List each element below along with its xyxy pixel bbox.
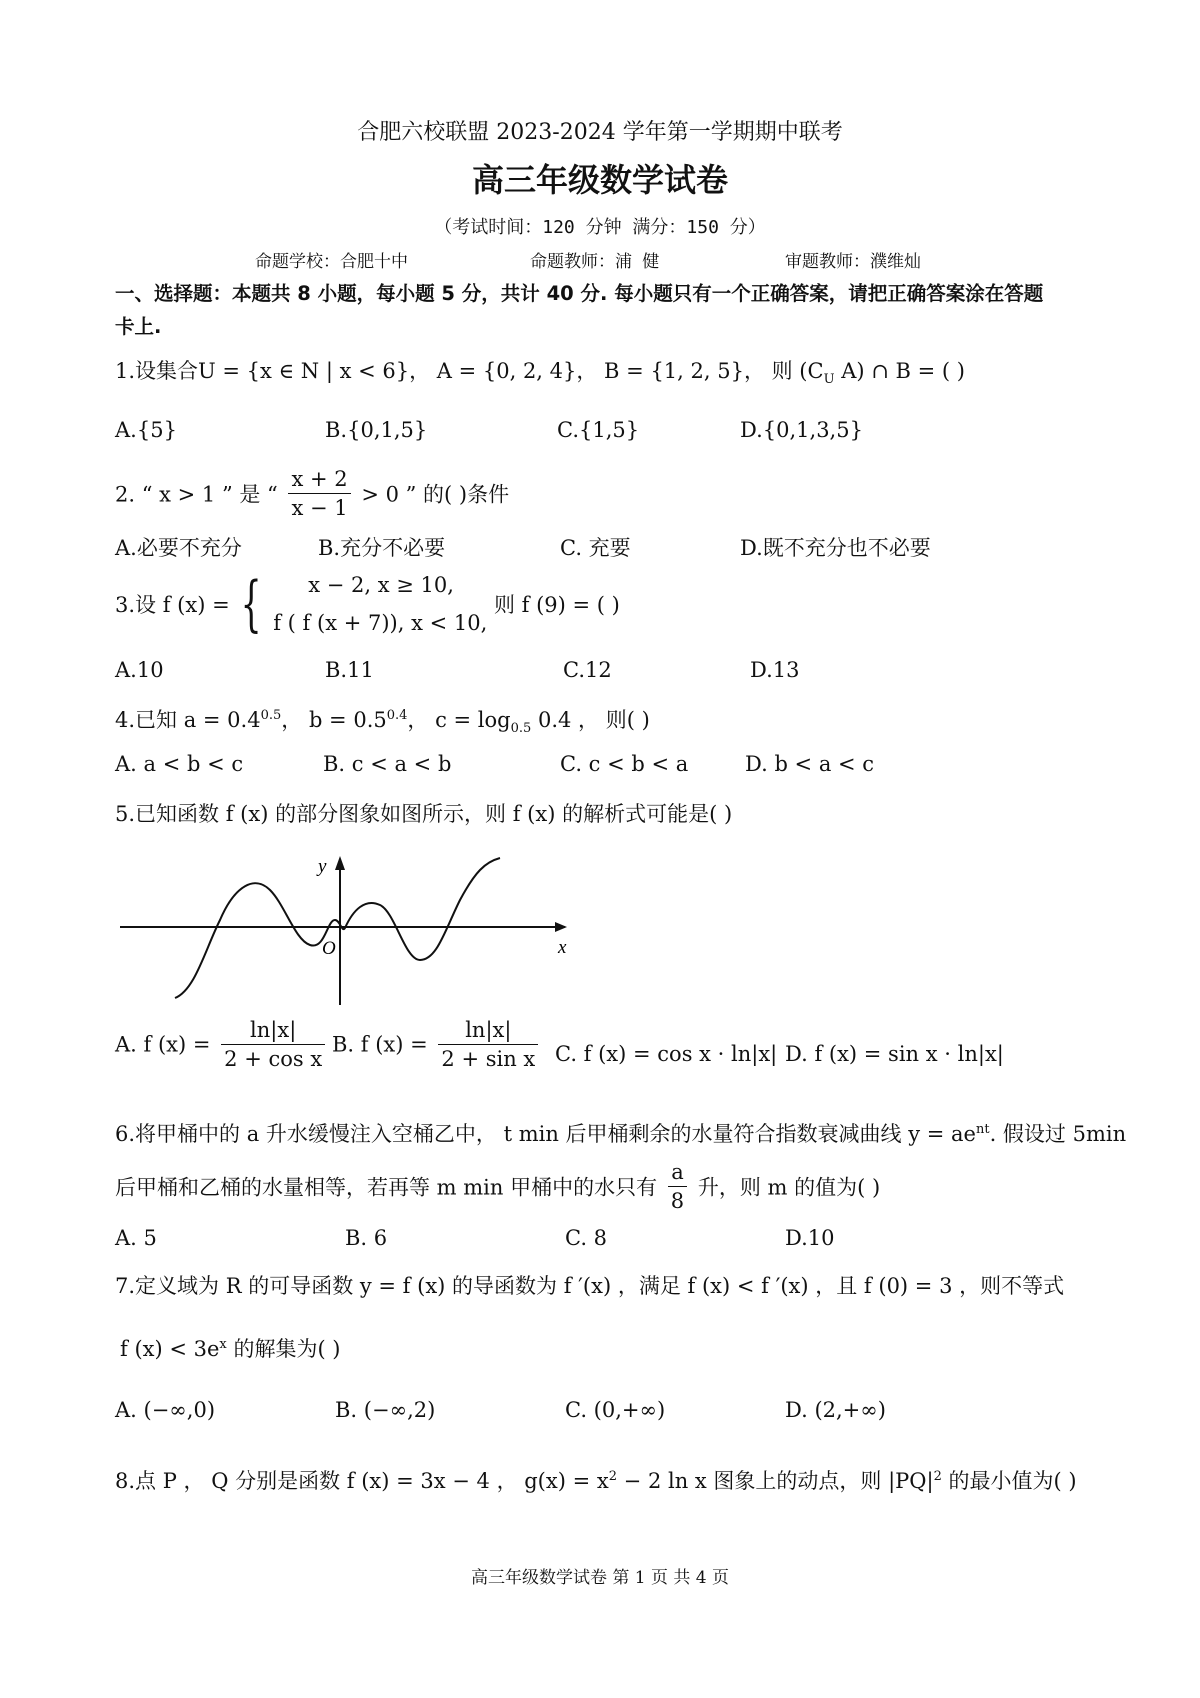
q5-option-b-den: 2 + sin x <box>441 1047 536 1071</box>
q2-prefix: 2. “ x > 1 ” 是 “ <box>115 482 278 507</box>
school-line: 合肥六校联盟 2023-2024 学年第一学期期中联考 <box>357 120 843 145</box>
q2-option-c[interactable]: C. 充要 <box>560 536 631 560</box>
q3-cases <box>273 566 487 642</box>
q2-frac-num: x + 2 <box>288 467 350 494</box>
q7-option-a[interactable]: A. (−∞,0) <box>115 1398 216 1422</box>
question-1 <box>115 355 965 387</box>
q4-sub-c: 0.5 <box>510 721 532 737</box>
y-axis-label: y <box>318 856 327 877</box>
q8-text-c: 的最小值为( ) <box>941 1469 1077 1493</box>
exam-info: （考试时间：120 分钟 满分：150 分） <box>434 217 766 238</box>
q4-exp-b: 0.4 <box>386 708 408 723</box>
question-6-line2 <box>115 1160 880 1213</box>
q5-option-b[interactable] <box>332 1018 542 1071</box>
q5-option-a-label: A. f (x) = <box>115 1032 211 1057</box>
q5-option-b-label: B. f (x) = <box>332 1032 428 1057</box>
question-7-line1: 7.定义域为 R 的可导函数 y = f (x) 的导函数为 f ′(x) ，满足 f (x) < f ′(x) ，且 f (0) = 3 ，则不等式 <box>115 1274 1065 1298</box>
q6-option-a[interactable]: A. 5 <box>115 1226 157 1250</box>
section-heading-line1: 一、选择题：本题共 8 小题，每小题 5 分，共计 40 分. 每小题只有一个正确答案，请把正确答案涂在答题 <box>115 282 1044 305</box>
page-footer: 高三年级数学试卷 第 1 页 共 4 页 <box>470 1568 730 1588</box>
question-3 <box>115 566 620 642</box>
q4-text-d: 0.4 ， 则( ) <box>531 708 650 732</box>
q3-prefix: 3.设 f (x) = <box>115 593 230 617</box>
q3-brace: { <box>240 569 262 639</box>
q4-text-c: ， c = log <box>407 708 511 732</box>
q5-option-a-fraction <box>221 1018 325 1071</box>
reviewer: 审题教师：濮维灿 <box>785 252 921 272</box>
q1-option-d[interactable]: D.{0,1,3,5} <box>740 418 863 442</box>
question-4 <box>115 704 650 736</box>
q5-graph <box>115 850 575 1010</box>
q7-option-b[interactable]: B. (−∞,2) <box>335 1398 436 1422</box>
q6-line2-b: 升，则 m 的值为( ) <box>697 1175 881 1200</box>
q3-option-d[interactable]: D.13 <box>750 658 800 682</box>
q1-option-a[interactable]: A.{5} <box>115 418 177 442</box>
page-title: 高三年级数学试卷 <box>471 161 728 199</box>
q6-line1-b: . 假设过 5min <box>989 1122 1127 1146</box>
q4-exp-a: 0.5 <box>260 708 282 723</box>
q2-suffix: > 0 ” 的( )条件 <box>361 482 510 507</box>
q3-option-a[interactable]: A.10 <box>115 658 164 682</box>
q3-option-b[interactable]: B.11 <box>325 658 374 682</box>
q6-line1-exp: nt <box>975 1122 990 1137</box>
q7-line2-a: f (x) < 3e <box>120 1337 220 1361</box>
q3-option-c[interactable]: C.12 <box>563 658 612 682</box>
q8-text-a: 8.点 P ， Q 分别是函数 f (x) = 3x − 4 ， g(x) = x <box>115 1469 609 1493</box>
proposer-teacher: 命题教师：浦 健 <box>530 252 660 272</box>
q5-option-a-num: ln|x| <box>221 1018 325 1045</box>
q4-option-a[interactable]: A. a < b < c <box>115 752 244 776</box>
proposer-school: 命题学校：合肥十中 <box>255 252 408 272</box>
q6-frac-den: 8 <box>670 1189 685 1213</box>
q3-case-1: x − 2, x ≥ 10, <box>308 573 454 597</box>
q2-option-b[interactable]: B.充分不必要 <box>318 536 446 560</box>
question-7-line2 <box>120 1333 341 1363</box>
q1-sub-u: U <box>823 372 835 388</box>
q8-exp: 2 <box>608 1469 617 1484</box>
q1-tail: A) ∩ B = ( ) <box>834 359 965 383</box>
question-2 <box>115 467 509 520</box>
q7-option-d[interactable]: D. (2,+∞) <box>785 1398 886 1422</box>
q8-text-b: − 2 ln x 图象上的动点，则 |PQ| <box>617 1469 934 1493</box>
x-axis-arrow <box>555 922 567 932</box>
q6-line1-a: 6.将甲桶中的 a 升水缓慢注入空桶乙中， t min 后甲桶剩余的水量符合指数衰减曲线 y = ae <box>115 1122 976 1146</box>
q4-text-b: ， b = 0.5 <box>281 708 387 732</box>
q6-option-b[interactable]: B. 6 <box>345 1226 388 1250</box>
question-5: 5.已知函数 f (x) 的部分图象如图所示，则 f (x) 的解析式可能是( ) <box>115 802 733 826</box>
q3-suffix: 则 f (9) = ( ) <box>493 593 620 617</box>
q2-option-a[interactable]: A.必要不充分 <box>115 536 242 560</box>
q4-option-d[interactable]: D. b < a < c <box>745 752 875 776</box>
q5-option-c[interactable]: C. f (x) = cos x · ln|x| <box>555 1042 778 1066</box>
q1-option-c[interactable]: C.{1,5} <box>557 418 640 442</box>
q4-option-b[interactable]: B. c < a < b <box>323 752 452 776</box>
q5-option-b-num: ln|x| <box>438 1018 538 1045</box>
y-axis-arrow <box>335 856 345 870</box>
section-heading-line2: 卡上. <box>115 315 162 338</box>
q6-option-d[interactable]: D.10 <box>785 1226 835 1250</box>
question-6-line1 <box>115 1118 1126 1148</box>
origin-label: O <box>322 938 336 959</box>
q1-option-b[interactable]: B.{0,1,5} <box>325 418 428 442</box>
q2-frac-den: x − 1 <box>291 496 348 520</box>
q7-line2-b: 的解集为( ) <box>226 1337 341 1361</box>
q1-text: 1.设集合U = {x ∈ N | x < 6}， A = {0, 2, 4}， B = {1, 2, 5}， 则 (C <box>115 359 824 383</box>
q3-case-2: f ( f (x + 7)), x < 10, <box>273 611 488 635</box>
q5-option-a-den: 2 + cos x <box>224 1047 323 1071</box>
question-8 <box>115 1465 1077 1495</box>
q6-frac-num: a <box>668 1160 687 1187</box>
q4-option-c[interactable]: C. c < b < a <box>560 752 689 776</box>
q7-line2-exp: x <box>219 1337 227 1352</box>
q4-text-a: 4.已知 a = 0.4 <box>115 708 261 732</box>
q6-fraction <box>668 1160 687 1213</box>
q5-option-d[interactable]: D. f (x) = sin x · ln|x| <box>785 1042 1004 1066</box>
q5-option-b-fraction <box>438 1018 538 1071</box>
q8-exp2: 2 <box>933 1469 942 1484</box>
q2-fraction <box>288 467 350 520</box>
q5-option-a[interactable] <box>115 1018 329 1071</box>
q2-option-d[interactable]: D.既不充分也不必要 <box>740 536 931 560</box>
q6-line2-a: 后甲桶和乙桶的水量相等，若再等 m min 甲桶中的水只有 <box>115 1175 658 1200</box>
x-axis-label: x <box>558 937 567 958</box>
q6-option-c[interactable]: C. 8 <box>565 1226 608 1250</box>
q7-option-c[interactable]: C. (0,+∞) <box>565 1398 666 1422</box>
